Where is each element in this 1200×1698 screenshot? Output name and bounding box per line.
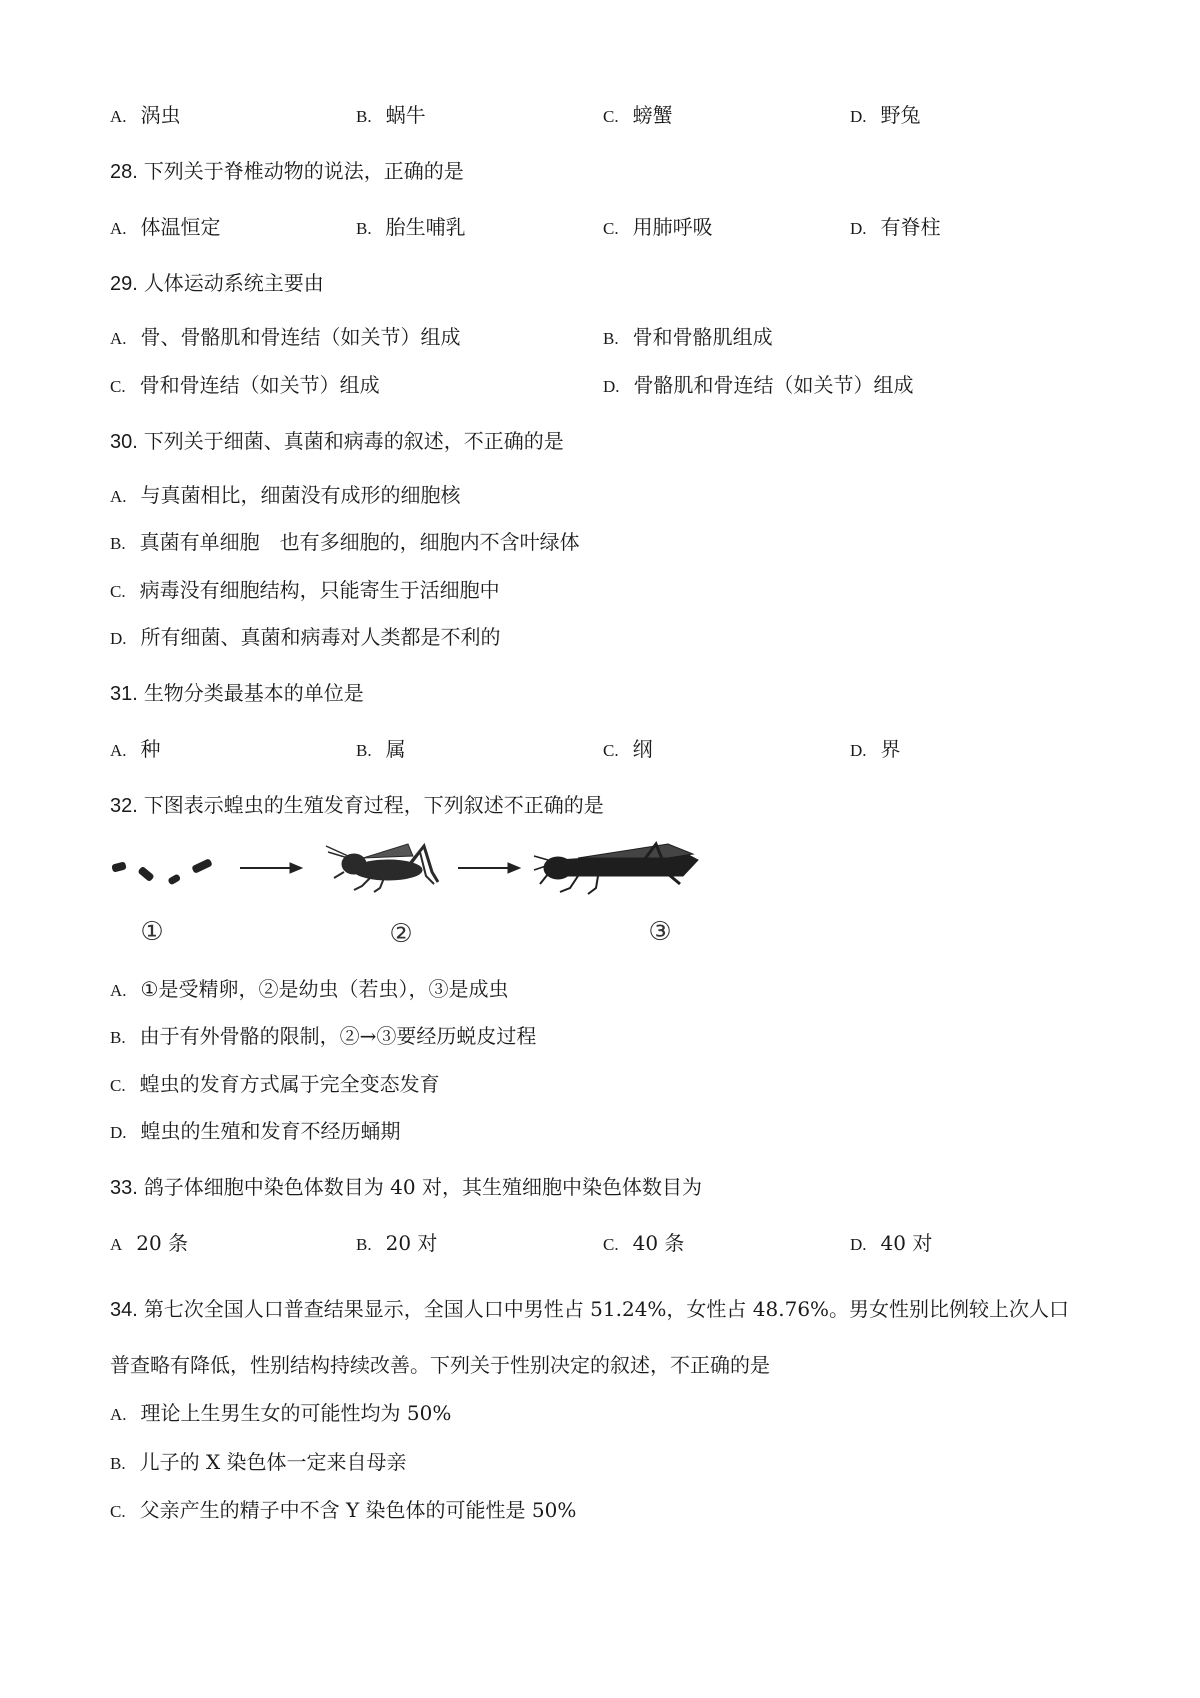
q28-option-b: B. 胎生哺乳 [356, 215, 466, 239]
q33-option-d: D. 40 对 [850, 1231, 933, 1255]
q32-option-c: C. 蝗虫的发育方式属于完全变态发育 [110, 1072, 440, 1096]
q27-option-c: C. 螃蟹 [603, 103, 673, 127]
nymph-drawing [326, 844, 438, 892]
q31-option-a: A. 种 [110, 737, 161, 761]
arrow-right-icon [458, 863, 520, 873]
figure-label-2: ② [389, 919, 413, 949]
q32-stem: 32. 下图表示蝗虫的生殖发育过程，下列叙述不正确的是 [110, 793, 604, 817]
q28-option-d: D. 有脊柱 [850, 215, 941, 239]
q28-option-c: C. 用肺呼吸 [603, 215, 713, 239]
q30-option-a: A. 与真菌相比，细菌没有成形的细胞核 [110, 483, 461, 507]
q33-option-c: C. 40 条 [603, 1231, 685, 1255]
q31-option-d: D. 界 [850, 737, 901, 761]
q32-option-a: A. ①是受精卵，②是幼虫（若虫），③是成虫 [110, 977, 509, 1001]
q27-option-b: B. 蜗牛 [356, 103, 426, 127]
q34-option-c: C. 父亲产生的精子中不含 Y 染色体的可能性是 50% [110, 1498, 577, 1522]
q31-stem: 31. 生物分类最基本的单位是 [110, 681, 364, 705]
q33-option-b: B. 20 对 [356, 1231, 438, 1255]
q30-stem: 30. 下列关于细菌、真菌和病毒的叙述，不正确的是 [110, 429, 564, 453]
arrow-right-icon [240, 863, 302, 873]
q29-option-b: B. 骨和骨骼肌组成 [603, 325, 773, 349]
q34-option-b: B. 儿子的 X 染色体一定来自母亲 [110, 1450, 407, 1474]
eggs-drawing [111, 858, 213, 885]
q34-stem-line1: 34. 第七次全国人口普查结果显示，全国人口中男性占 51.24%，女性占 48.76%。男女性别比例较上次人口 [110, 1297, 1070, 1321]
q30-option-b: B. 真菌有单细胞 也有多细胞的，细胞内不含叶绿体 [110, 530, 580, 554]
figure-label-3: ③ [648, 917, 672, 947]
q28-stem: 28. 下列关于脊椎动物的说法，正确的是 [110, 159, 464, 183]
q33-option-a: A 20 条 [110, 1231, 189, 1255]
q31-option-b: B. 属 [356, 737, 406, 761]
q29-option-c: C. 骨和骨连结（如关节）组成 [110, 373, 380, 397]
q30-option-c: C. 病毒没有细胞结构，只能寄生于活细胞中 [110, 578, 500, 602]
q32-option-d: D. 蝗虫的生殖和发育不经历蛹期 [110, 1119, 401, 1143]
q30-option-d: D. 所有细菌、真菌和病毒对人类都是不利的 [110, 625, 501, 649]
adult-locust-drawing [534, 844, 698, 894]
figure-label-1: ① [140, 917, 164, 947]
q34-stem-line2: 普查略有降低，性别结构持续改善。下列关于性别决定的叙述，不正确的是 [110, 1353, 770, 1377]
q32-option-b: B. 由于有外骨骼的限制，②→③要经历蜕皮过程 [110, 1024, 537, 1048]
q27-option-a: A. 涡虫 [110, 103, 181, 127]
q34-option-a: A. 理论上生男生女的可能性均为 50% [110, 1401, 452, 1425]
q28-option-a: A. 体温恒定 [110, 215, 221, 239]
q31-option-c: C. 纲 [603, 737, 653, 761]
q27-option-d: D. 野兔 [850, 103, 921, 127]
q29-stem: 29. 人体运动系统主要由 [110, 271, 324, 295]
q29-option-a: A. 骨、骨骼肌和骨连结（如关节）组成 [110, 325, 461, 349]
q33-stem: 33. 鸽子体细胞中染色体数目为 40 对，其生殖细胞中染色体数目为 [110, 1175, 702, 1199]
q29-option-d: D. 骨骼肌和骨连结（如关节）组成 [603, 373, 914, 397]
locust-life-cycle-figure [108, 838, 758, 958]
